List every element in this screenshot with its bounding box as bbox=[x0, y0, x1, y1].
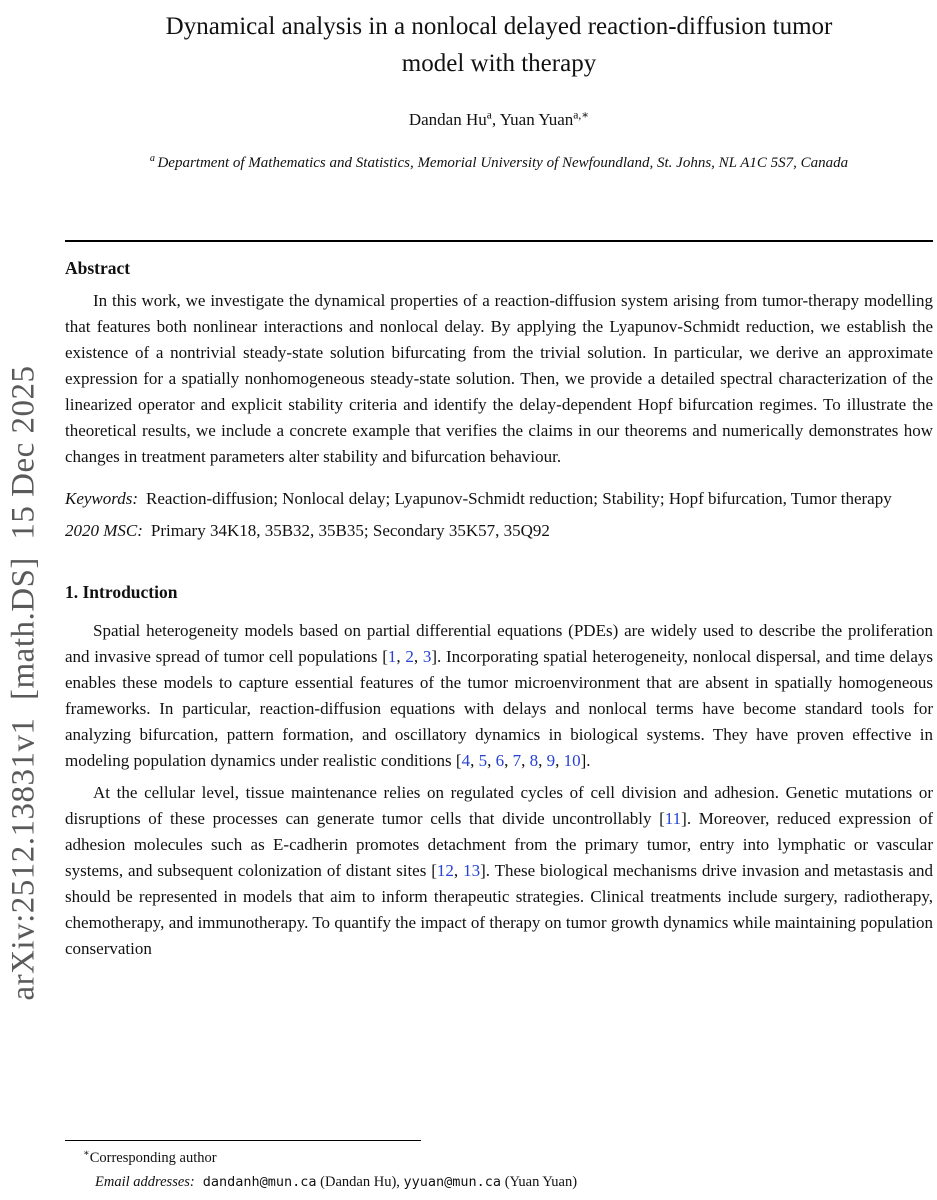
citation-link[interactable]: 7 bbox=[512, 751, 522, 770]
text-segment: Primary 34K18, 35B32, 35B35; Secondary 35K57, 35Q92 bbox=[150, 521, 550, 540]
citation-link[interactable]: 8 bbox=[529, 751, 539, 770]
citation-link[interactable]: 13 bbox=[463, 861, 481, 880]
text-segment: (Yuan Yuan) bbox=[501, 1174, 578, 1190]
authors-line bbox=[65, 110, 933, 130]
text-segment: At the cellular level, tissue maintenance relies on regulated cycles of cell division and adhesion. Genetic mutations or disruptions of these processes can generate tumor cells that divide uncontrollably [ bbox=[65, 783, 933, 828]
citation-link[interactable]: 2 bbox=[405, 647, 414, 666]
section-heading-introduction: 1. Introduction bbox=[65, 582, 178, 602]
text-segment: ∗ bbox=[83, 1148, 90, 1160]
abstract-body: In this work, we investigate the dynamical properties of a reaction-diffusion system arising from tumor-therapy modelling that features both nonlinear interactions and nonlocal delay. By applying the Lyapunov-Schmidt reduction, we establish the existence of a nontrivial steady-state solution bifurcating from the trivial solution. In particular, we derive an approximate expression for a spatially nonhomogeneous steady-state solution. Then, we provide a detailed spectral characterization of the linearized operator and explicit stability criteria and identify the delay-dependent Hopf bifurcation regimes. To illustrate the theoretical results, we include a concrete example that verifies the claims in our theorems and numerically demonstrates how changes in treatment parameters alter stability and bifurcation behaviour. bbox=[65, 291, 933, 466]
citation-link[interactable]: 1 bbox=[387, 647, 397, 666]
abstract-top-divider bbox=[65, 240, 933, 242]
intro-paragraph-1 bbox=[65, 618, 933, 774]
text-segment: ]. Incorporating spatial heterogeneity, nonlocal dispersal, and time delays enables these models to capture essential features of the tumor microenvironment that are absent in spatially homogeneous frameworks. In particular, reaction-diffusion equations with delays and nonlocal terms have become standard tools for analyzing bifurcation, pattern formation, and oscillatory dynamics in biological systems. They have proven effective in modeling population dynamics under realistic conditions [ bbox=[65, 647, 934, 770]
text-segment: , bbox=[538, 751, 547, 770]
text-segment: Dandan Hu bbox=[408, 110, 487, 129]
citation-link[interactable]: 10 bbox=[563, 751, 581, 770]
text-segment: a,∗ bbox=[573, 108, 590, 122]
email-addresses-note bbox=[65, 1171, 933, 1193]
footnote-divider bbox=[65, 1140, 421, 1141]
text-segment: , bbox=[521, 751, 530, 770]
text-segment: Corresponding author bbox=[89, 1150, 217, 1166]
intro-paragraph-2 bbox=[65, 780, 933, 962]
text-segment: Email addresses: bbox=[95, 1174, 195, 1190]
paper-title: Dynamical analysis in a nonlocal delayed reaction-diffusion tumor model with therapy bbox=[165, 13, 833, 77]
text-segment: , bbox=[470, 751, 479, 770]
msc-line bbox=[65, 518, 933, 544]
corresponding-author-note bbox=[65, 1147, 933, 1169]
text-segment: (Dandan Hu), bbox=[316, 1174, 404, 1190]
text-segment: ]. These biological mechanisms drive invasion and metastasis and should be represented in models that aim to inform therapeutic strategies. Clinical treatments include surgery, radiotherapy, chemotherapy, and immunotherapy. To quantify the impact of therapy on tumor growth dynamics while maintaining population conservation bbox=[65, 861, 933, 958]
citation-link[interactable]: 12 bbox=[436, 861, 454, 880]
abstract-heading: Abstract bbox=[65, 258, 131, 278]
citation-link[interactable]: 6 bbox=[495, 751, 505, 770]
text-segment: Keywords: bbox=[65, 489, 139, 508]
text-segment: Spatial heterogeneity models based on partial differential equations (PDEs) are widely used to describe the proliferation and invasive spread of tumor cell populations [ bbox=[65, 621, 933, 666]
text-segment: 2020 MSC: bbox=[65, 521, 143, 540]
citation-link[interactable]: 3 bbox=[422, 647, 432, 666]
paper-content bbox=[65, 0, 933, 962]
citation-link[interactable]: 5 bbox=[478, 751, 488, 770]
text-segment: , bbox=[396, 647, 406, 666]
text-segment: , bbox=[487, 751, 496, 770]
text-segment: ]. Moreover, reduced expression of adhesion molecules such as E-cadherin promotes detachment from the primary tumor, entry into lymphatic or vascular systems, and subsequent colonization of distant sites [ bbox=[65, 809, 933, 880]
citation-link[interactable]: 9 bbox=[546, 751, 556, 770]
text-segment: dandanh@mun.ca bbox=[202, 1174, 317, 1190]
text-segment: , bbox=[504, 751, 513, 770]
affiliation-line bbox=[65, 152, 933, 174]
citation-link[interactable]: 4 bbox=[461, 751, 471, 770]
text-segment: Reaction-diffusion; Nonlocal delay; Lyapunov-Schmidt reduction; Stability; Hopf bifurcation, Tumor therapy bbox=[146, 489, 892, 508]
keywords-line bbox=[65, 486, 933, 512]
text-segment: , bbox=[555, 751, 564, 770]
text-segment: , bbox=[453, 861, 464, 880]
text-segment: , bbox=[413, 647, 423, 666]
text-segment: Department of Mathematics and Statistics, Memorial University of Newfoundland, St. Johns, NL A1C 5S7, Canada bbox=[157, 155, 849, 171]
citation-link[interactable]: 11 bbox=[664, 809, 682, 828]
arxiv-watermark: arXiv:2512.13831v1 [math.DS] 15 Dec 2025 bbox=[5, 365, 42, 1001]
text-segment: a bbox=[149, 153, 158, 164]
text-segment: ]. bbox=[580, 751, 591, 770]
text-segment: , Yuan Yuan bbox=[491, 110, 574, 129]
text-segment: yyuan@mun.ca bbox=[403, 1174, 502, 1190]
text-segment: a bbox=[486, 108, 492, 122]
footnote-block bbox=[65, 1140, 933, 1193]
